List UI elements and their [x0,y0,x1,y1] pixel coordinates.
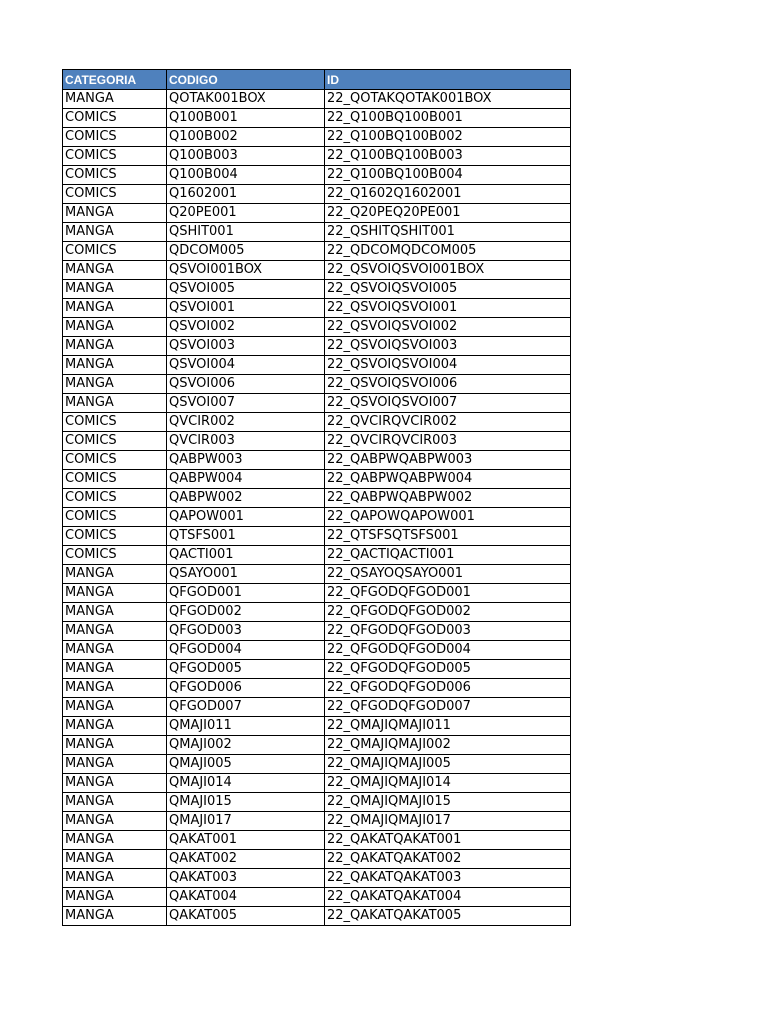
table-row [63,90,571,109]
cell-id[interactable]: 22_QOTAKQOTAK001BOX [325,90,571,109]
cell-codigo[interactable]: QAKAT004 [167,888,325,907]
table-row [63,128,571,147]
cell-codigo[interactable]: Q100B004 [167,166,325,185]
table-row [63,888,571,907]
cell-categoria[interactable]: MANGA [63,261,167,280]
cell-categoria[interactable]: COMICS [63,489,167,508]
cell-id[interactable]: 22_QSVOIQSVOI006 [325,375,571,394]
cell-codigo[interactable]: QMAJI017 [167,812,325,831]
cell-id[interactable]: 22_QABPWQABPW002 [325,489,571,508]
table-row [63,584,571,603]
column-header-codigo[interactable]: CODIGO [167,70,325,90]
cell-id[interactable]: 22_QVCIRQVCIR003 [325,432,571,451]
cell-codigo[interactable]: QSVOI005 [167,280,325,299]
cell-id[interactable]: 22_QSVOIQSVOI007 [325,394,571,413]
cell-id[interactable]: 22_QMAJIQMAJI005 [325,755,571,774]
cell-categoria[interactable]: MANGA [63,869,167,888]
cell-id[interactable]: 22_QSVOIQSVOI003 [325,337,571,356]
cell-id[interactable]: 22_QMAJIQMAJI015 [325,793,571,812]
table-row [63,850,571,869]
cell-id[interactable]: 22_QAKATQAKAT002 [325,850,571,869]
table-row [63,147,571,166]
cell-categoria[interactable]: COMICS [63,432,167,451]
cell-id[interactable]: 22_QSVOIQSVOI001BOX [325,261,571,280]
cell-codigo[interactable]: QSVOI004 [167,356,325,375]
table-row [63,204,571,223]
table-row [63,432,571,451]
table-row [63,318,571,337]
cell-categoria[interactable]: MANGA [63,850,167,869]
cell-codigo[interactable]: QSHIT001 [167,223,325,242]
cell-codigo[interactable]: QDCOM005 [167,242,325,261]
cell-categoria[interactable]: MANGA [63,831,167,850]
cell-categoria[interactable]: MANGA [63,812,167,831]
cell-categoria[interactable]: MANGA [63,660,167,679]
cell-codigo[interactable]: Q100B001 [167,109,325,128]
table-row [63,793,571,812]
cell-codigo[interactable]: QVCIR002 [167,413,325,432]
table-body [63,90,571,926]
cell-codigo[interactable]: QFGOD006 [167,679,325,698]
cell-id[interactable]: 22_QAKATQAKAT001 [325,831,571,850]
cell-categoria[interactable]: COMICS [63,527,167,546]
cell-categoria[interactable]: MANGA [63,641,167,660]
cell-id[interactable]: 22_QAPOWQAPOW001 [325,508,571,527]
table-row [63,109,571,128]
cell-codigo[interactable]: QAKAT003 [167,869,325,888]
cell-codigo[interactable]: QFGOD003 [167,622,325,641]
cell-codigo[interactable]: QSVOI001BOX [167,261,325,280]
table-row [63,679,571,698]
cell-categoria[interactable]: MANGA [63,356,167,375]
table-row [63,394,571,413]
table-row [63,546,571,565]
cell-codigo[interactable]: QOTAK001BOX [167,90,325,109]
cell-categoria[interactable]: MANGA [63,603,167,622]
cell-categoria[interactable]: COMICS [63,128,167,147]
cell-categoria[interactable]: MANGA [63,394,167,413]
table-row [63,413,571,432]
table-row [63,337,571,356]
cell-codigo[interactable]: QFGOD005 [167,660,325,679]
cell-categoria[interactable]: MANGA [63,204,167,223]
cell-codigo[interactable]: QAKAT005 [167,907,325,926]
cell-categoria[interactable]: MANGA [63,736,167,755]
column-header-id[interactable]: ID [325,70,571,90]
table-row [63,774,571,793]
cell-categoria[interactable]: MANGA [63,299,167,318]
table-row [63,166,571,185]
cell-id[interactable]: 22_QFGODQFGOD004 [325,641,571,660]
cell-id[interactable]: 22_QMAJIQMAJI014 [325,774,571,793]
cell-id[interactable]: 22_Q20PEQ20PE001 [325,204,571,223]
cell-codigo[interactable]: QFGOD004 [167,641,325,660]
cell-categoria[interactable]: MANGA [63,679,167,698]
table-row [63,470,571,489]
table-row [63,489,571,508]
cell-id[interactable]: 22_QFGODQFGOD003 [325,622,571,641]
table-row [63,622,571,641]
cell-codigo[interactable]: QABPW002 [167,489,325,508]
cell-codigo[interactable]: QSVOI002 [167,318,325,337]
cell-id[interactable]: 22_Q1602Q1602001 [325,185,571,204]
cell-categoria[interactable]: MANGA [63,717,167,736]
table-row [63,641,571,660]
cell-id[interactable]: 22_Q100BQ100B003 [325,147,571,166]
cell-categoria[interactable]: COMICS [63,508,167,527]
cell-id[interactable]: 22_QMAJIQMAJI017 [325,812,571,831]
cell-categoria[interactable]: MANGA [63,565,167,584]
table-row [63,565,571,584]
cell-id[interactable]: 22_QAKATQAKAT003 [325,869,571,888]
data-table [62,69,571,926]
cell-id[interactable]: 22_QMAJIQMAJI011 [325,717,571,736]
cell-codigo[interactable]: QMAJI011 [167,717,325,736]
cell-codigo[interactable]: QABPW004 [167,470,325,489]
table-row [63,261,571,280]
cell-id[interactable]: 22_QAKATQAKAT005 [325,907,571,926]
cell-id[interactable]: 22_QFGODQFGOD006 [325,679,571,698]
cell-categoria[interactable]: COMICS [63,413,167,432]
cell-id[interactable]: 22_QTSFSQTSFS001 [325,527,571,546]
cell-codigo[interactable]: QMAJI002 [167,736,325,755]
cell-codigo[interactable]: Q100B003 [167,147,325,166]
table-row [63,755,571,774]
cell-categoria[interactable]: MANGA [63,223,167,242]
table-row [63,375,571,394]
cell-categoria[interactable]: MANGA [63,698,167,717]
cell-categoria[interactable]: MANGA [63,584,167,603]
cell-id[interactable]: 22_QAKATQAKAT004 [325,888,571,907]
table-row [63,527,571,546]
column-header-categoria[interactable]: CATEGORIA [63,70,167,90]
cell-categoria[interactable]: COMICS [63,185,167,204]
cell-id[interactable]: 22_QSVOIQSVOI004 [325,356,571,375]
table-row [63,223,571,242]
cell-id[interactable]: 22_QVCIRQVCIR002 [325,413,571,432]
table-row [63,280,571,299]
table-row [63,698,571,717]
header-row [63,70,571,90]
cell-id[interactable]: 22_Q100BQ100B001 [325,109,571,128]
cell-codigo[interactable]: QMAJI005 [167,755,325,774]
cell-codigo[interactable]: QFGOD007 [167,698,325,717]
cell-codigo[interactable]: QAKAT001 [167,831,325,850]
cell-codigo[interactable]: QABPW003 [167,451,325,470]
table-row [63,356,571,375]
spreadsheet [62,69,571,926]
cell-id[interactable]: 22_QSVOIQSVOI005 [325,280,571,299]
table-row [63,831,571,850]
cell-codigo[interactable]: QAKAT002 [167,850,325,869]
table-row [63,660,571,679]
cell-categoria[interactable]: COMICS [63,109,167,128]
cell-categoria[interactable]: MANGA [63,622,167,641]
cell-codigo[interactable]: QSVOI003 [167,337,325,356]
cell-categoria[interactable]: MANGA [63,375,167,394]
cell-id[interactable]: 22_QABPWQABPW004 [325,470,571,489]
cell-id[interactable]: 22_QFGODQFGOD007 [325,698,571,717]
cell-id[interactable]: 22_QDCOMQDCOM005 [325,242,571,261]
cell-codigo[interactable]: Q20PE001 [167,204,325,223]
table-row [63,185,571,204]
cell-id[interactable]: 22_QSAYOQSAYO001 [325,565,571,584]
cell-id[interactable]: 22_QACTIQACTI001 [325,546,571,565]
cell-categoria[interactable]: MANGA [63,280,167,299]
cell-codigo[interactable]: QFGOD001 [167,584,325,603]
cell-id[interactable]: 22_QABPWQABPW003 [325,451,571,470]
table-row [63,736,571,755]
cell-codigo[interactable]: QTSFS001 [167,527,325,546]
cell-codigo[interactable]: QSAYO001 [167,565,325,584]
cell-categoria[interactable]: MANGA [63,90,167,109]
table-row [63,812,571,831]
cell-codigo[interactable]: QFGOD002 [167,603,325,622]
cell-codigo[interactable]: Q100B002 [167,128,325,147]
cell-categoria[interactable]: MANGA [63,888,167,907]
table-row [63,603,571,622]
cell-codigo[interactable]: QACTI001 [167,546,325,565]
cell-categoria[interactable]: MANGA [63,755,167,774]
cell-codigo[interactable]: QSVOI007 [167,394,325,413]
table-row [63,869,571,888]
cell-categoria[interactable]: MANGA [63,774,167,793]
cell-codigo[interactable]: QMAJI015 [167,793,325,812]
table-row [63,451,571,470]
cell-id[interactable]: 22_Q100BQ100B002 [325,128,571,147]
table-row [63,907,571,926]
cell-id[interactable]: 22_QFGODQFGOD005 [325,660,571,679]
cell-id[interactable]: 22_QFGODQFGOD002 [325,603,571,622]
cell-categoria[interactable]: COMICS [63,166,167,185]
cell-categoria[interactable]: COMICS [63,470,167,489]
cell-codigo[interactable]: Q1602001 [167,185,325,204]
cell-categoria[interactable]: COMICS [63,242,167,261]
cell-categoria[interactable]: COMICS [63,451,167,470]
cell-codigo[interactable]: QSVOI006 [167,375,325,394]
table-row [63,299,571,318]
cell-categoria[interactable]: COMICS [63,147,167,166]
cell-categoria[interactable]: MANGA [63,793,167,812]
cell-codigo[interactable]: QMAJI014 [167,774,325,793]
cell-codigo[interactable]: QVCIR003 [167,432,325,451]
cell-categoria[interactable]: MANGA [63,337,167,356]
table-row [63,508,571,527]
cell-categoria[interactable]: MANGA [63,907,167,926]
cell-id[interactable]: 22_QSHITQSHIT001 [325,223,571,242]
cell-codigo[interactable]: QSVOI001 [167,299,325,318]
table-row [63,242,571,261]
cell-id[interactable]: 22_QFGODQFGOD001 [325,584,571,603]
cell-codigo[interactable]: QAPOW001 [167,508,325,527]
cell-categoria[interactable]: COMICS [63,546,167,565]
cell-id[interactable]: 22_QSVOIQSVOI002 [325,318,571,337]
cell-id[interactable]: 22_QMAJIQMAJI002 [325,736,571,755]
table-row [63,717,571,736]
cell-id[interactable]: 22_Q100BQ100B004 [325,166,571,185]
cell-id[interactable]: 22_QSVOIQSVOI001 [325,299,571,318]
cell-categoria[interactable]: MANGA [63,318,167,337]
